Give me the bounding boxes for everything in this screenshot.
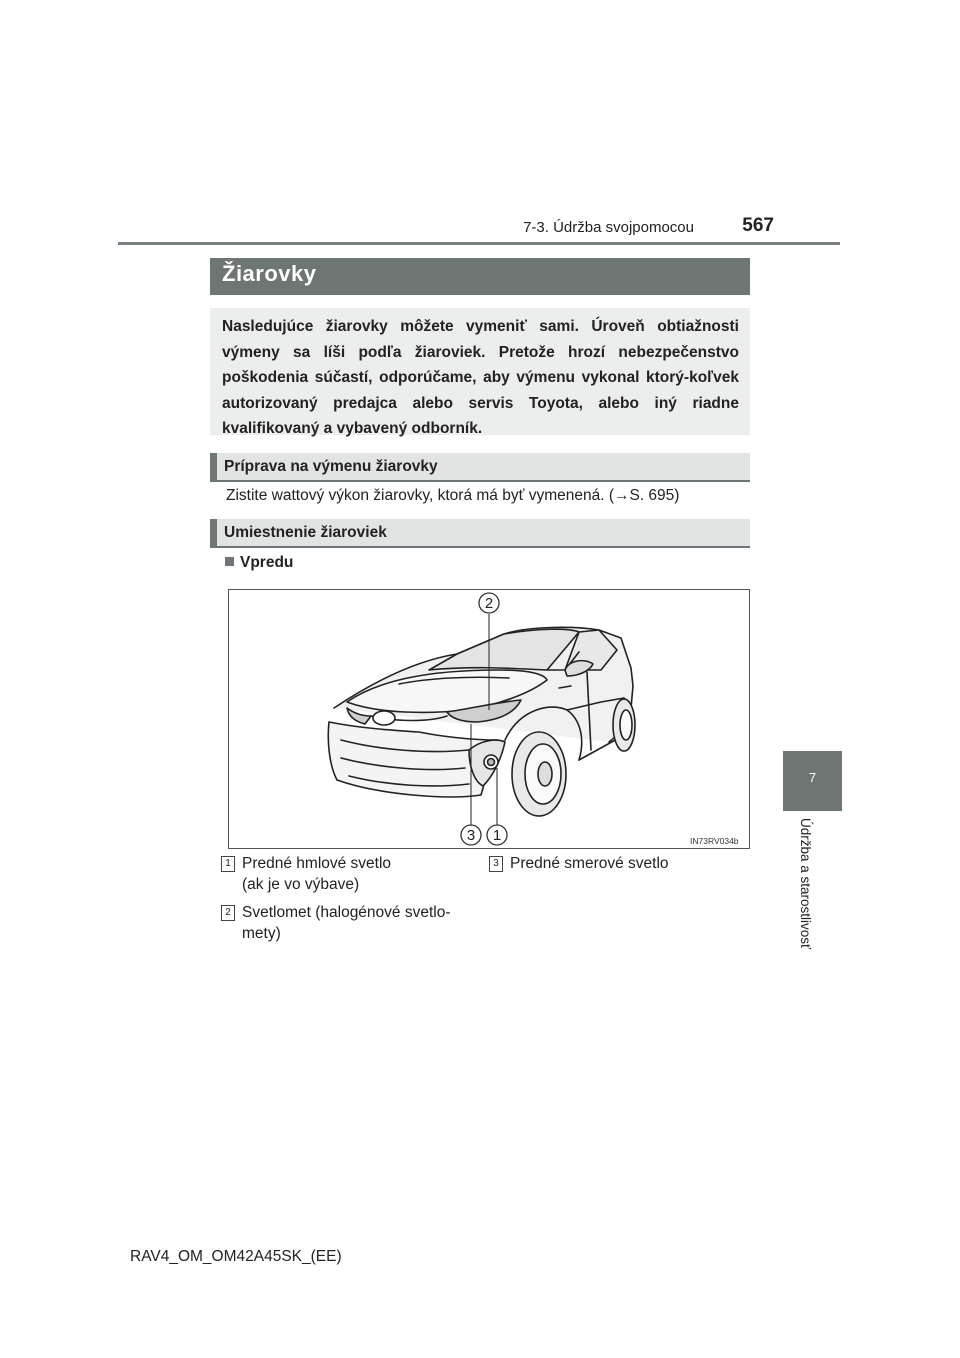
legend-text: Svetlomet (halogénové svetlo-: [242, 904, 451, 921]
legend-item-3: [493, 853, 736, 874]
figure-code: IN73RV034b: [690, 836, 739, 846]
page-number: 567: [742, 215, 774, 236]
subheading-preparation: [210, 453, 750, 482]
car-illustration: [229, 590, 749, 848]
subheading-label: Príprava na výmenu žiarovky: [224, 458, 438, 475]
subheading-bar: [210, 453, 217, 482]
chapter-number: 7: [808, 770, 817, 785]
square-bullet-icon: [225, 557, 234, 566]
subheading-location: [210, 519, 750, 548]
front-heading-text: Vpredu: [240, 554, 294, 571]
header-divider: [118, 242, 840, 245]
subheading-bar: [210, 519, 217, 548]
legend-text: Predné hmlové svetlo: [242, 855, 392, 872]
document-code: RAV4_OM_OM42A45SK_(EE): [130, 1248, 342, 1265]
preparation-text: Zistite wattový výkon žiarovky, ktorá má byť vymenená. (→S. 695): [226, 487, 680, 504]
legend-text: (ak je vo výbave): [242, 876, 360, 893]
callout-1-text: 1: [492, 827, 502, 844]
legend-item-1: [225, 853, 468, 895]
chapter-label: [795, 818, 815, 968]
legend-text: mety): [242, 925, 281, 942]
legend-number: 3: [489, 856, 503, 872]
callout-3: [461, 825, 481, 845]
legend-item-2: [225, 902, 478, 944]
callout-3-text: 3: [466, 827, 476, 844]
page-title: Žiarovky: [222, 261, 317, 286]
subheading-label: Umiestnenie žiaroviek: [224, 524, 387, 541]
callout-2: [479, 593, 499, 613]
callout-1: [487, 825, 507, 845]
front-heading: [225, 554, 293, 572]
intro-text: Nasledujúce žiarovky môžete vymeniť sami. Úroveň obtiažnosti výmeny sa líši podľa žiaroviek. Pretože hrozí nebezpečenstvo poškodenia súčastí, odporúčame, aby výmenu vykonal ktorý-koľvek autorizovaný predajca alebo servis Toyota, alebo iný riadne kvalifikovaný a vybavený odborník.: [222, 318, 739, 437]
legend-number: 2: [221, 905, 235, 921]
section-title: 7-3. Údržba svojpomocou: [523, 219, 694, 236]
legend-number: 1: [221, 856, 235, 872]
legend-text: Predné smerové svetlo: [510, 855, 669, 872]
car-figure: [228, 589, 750, 849]
chapter-label-text: Údržba a starostlivosť: [798, 818, 813, 950]
callout-2-text: 2: [484, 595, 494, 612]
